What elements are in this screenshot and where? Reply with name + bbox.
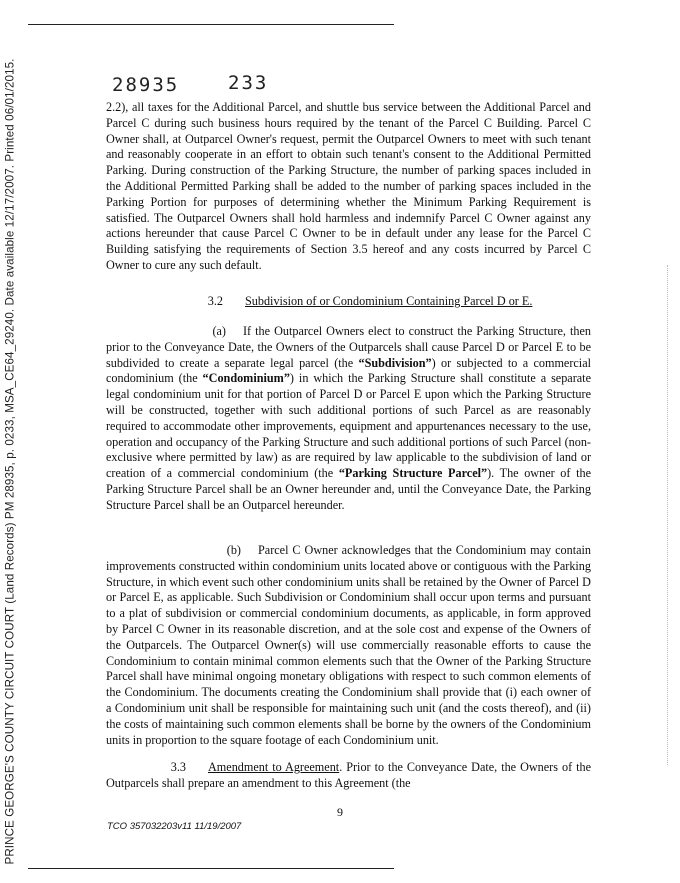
handwritten-page-number: 233 [228, 72, 269, 94]
paragraph-label: (b) [226, 543, 241, 557]
section-number: 3.3 [170, 760, 186, 774]
paragraph-continuation: 2.2), all taxes for the Additional Parcel, and shuttle bus service between the Additional Parcel and Parcel C during such business hours required by the tenant of the Parcel C Building. Parcel C Owner shall, at Outparcel Owner's request, permit the Outparcel Owners to meet with such tenant and reasonably cooperate in an effort to obtain such tenant's consent to the Additional Permitted Parking. During construction of the Parking Structure, the number of parking spaces included in the Additional Permitted Parking shall be added to the number of parking spaces included in the Parking Portion for purposes of determining whether the Minimum Parking Requirement is satisfied. The Outparcel Owners shall hold harmless and indemnify Parcel C Owner against any actions hereunder that cause Parcel C Owner to be in default under any lease for the Parcel C Building satisfying the requirements of Section 3.5 hereof and any costs incurred by Parcel C Owner to cure any such default. [106, 100, 591, 272]
section-title: Amendment to Agreement [208, 760, 340, 774]
page-number: 9 [337, 805, 343, 819]
recording-stamp: PRINCE GEORGE'S COUNTY CIRCUIT COURT (Land Records) PM 28935, p. 0233, MSA_CE64_29240. Date available 12/17/2007. Printed 06/01/2015. [3, 58, 17, 865]
section-3-2-heading [106, 294, 591, 310]
paragraph-label: (a) [212, 324, 226, 338]
top-rule [28, 24, 394, 25]
section-title: Subdivision of or Condominium Containing Parcel D or E. [245, 294, 533, 308]
document-code: TCO 357032203v11 11/19/2007 [107, 821, 242, 832]
section-number: 3.2 [207, 294, 223, 308]
bottom-rule [28, 868, 394, 869]
paragraph-a: (a) If the Outparcel Owners elect to construct the Parking Structure, then prior to the Conveyance Date, the Owners of the Outparcels shall cause Parcel D or Parcel E to be subdivided to create a separate legal parcel (the “Subdivision”) or subjected to a commercial condominium (the “Condominium”) in which the Parking Structure shall constitute a separate legal condominium unit for that portion of Parcel D or Parcel E upon which the Parking Structure will be constructed, together with such additional portions of such Parcel as are reasonably required to accommodate other improvements, equipment and appurtenances necessary to the use, operation and occupancy of the Parking Structure and such additional portions of such Parcel (non-exclusive where permitted by law) as are required by law applicable to the subdivision of land or creation of a commercial condominium (the “Parking Structure Parcel”). The owner of the Parking Structure Parcel shall be an Owner hereunder and, until the Conveyance Date, the Parking Structure Parcel shall be an Outparcel hereunder. [106, 324, 591, 512]
handwritten-book-number: 28935 [112, 74, 180, 96]
section-3-3: 3.3 Amendment to Agreement. Prior to the Conveyance Date, the Owners of the Outparcels shall prepare an amendment to this Agreement (the [106, 760, 592, 790]
margin-mark [667, 265, 669, 765]
paragraph-b: (b) Parcel C Owner acknowledges that the Condominium may contain improvements constructed within condominium units located above or contiguous with the Parking Structure, in which event such other condominium units shall be retained by the Owner of Parcel D or Parcel E, as applicable. Such Subdivision or Condominium shall occur upon terms and pursuant to a plat of subdivision or commercial condominium documents, as applicable, in form approved by Parcel C Owner in its reasonable discretion, and at the sole cost and expense of the Owners of the Outparcels. The Outparcel Owner(s) will use commercially reasonable efforts to cause the Condominium to contain minimal common elements such that the Owner of the Parking Structure Parcel shall have minimal ongoing monetary obligations with respect to such common elements of the Condominium. The documents creating the Condominium shall provide that (i) each owner of a Condominium unit shall be responsible for maintaining such unit (and the costs thereof), and (ii) the costs of maintaining such common elements shall be borne by the owners of the Condominium units in proportion to the square footage of each Condominium unit. [106, 543, 591, 747]
